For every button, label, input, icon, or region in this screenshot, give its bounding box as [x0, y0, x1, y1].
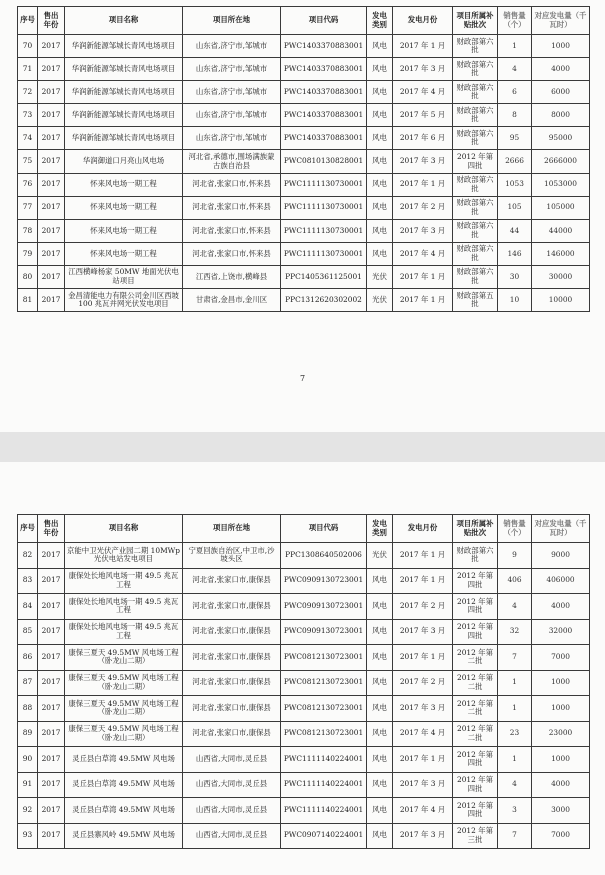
- cell-sales-volume: 30: [498, 265, 532, 288]
- cell-sales-volume: 4: [498, 772, 532, 798]
- cell-project-code: PWC0909130723001: [281, 619, 367, 645]
- cell-project-code: PWC1111140224001: [281, 772, 367, 798]
- cell-generation-month: 2017 年 4 月: [393, 242, 453, 265]
- cell-generation-month: 2017 年 3 月: [393, 823, 453, 849]
- cell-project-code: PPC1312620302002: [281, 289, 367, 312]
- cell-sales-volume: 4: [498, 58, 532, 81]
- cell-generation-type: 光伏: [367, 289, 393, 312]
- cell-row-number: 88: [18, 696, 38, 722]
- cell-row-number: 77: [18, 196, 38, 219]
- cell-project-name: 康保处长地风电场一期 49.5 兆瓦工程: [65, 568, 183, 594]
- cell-generation-month: 2017 年 3 月: [393, 619, 453, 645]
- cell-project-location: 河北省,张家口市,怀来县: [183, 173, 281, 196]
- cell-subsidy-batch: 财政部第六批: [453, 81, 498, 104]
- cell-sale-year: 2017: [38, 619, 65, 645]
- cell-generation-type: 风电: [367, 568, 393, 594]
- cell-subsidy-batch: 财政部第五批: [453, 289, 498, 312]
- cell-row-number: 80: [18, 265, 38, 288]
- cell-subsidy-batch: 财政部第六批: [453, 35, 498, 58]
- cell-project-code: PWC0812130723001: [281, 645, 367, 671]
- cell-generation-amount: 1000: [532, 747, 590, 773]
- table-row: [18, 823, 590, 849]
- cell-subsidy-batch: 财政部第六批: [453, 58, 498, 81]
- cell-project-name: 怀来风电场一期工程: [65, 173, 183, 196]
- document-page-2: [0, 462, 605, 875]
- cell-subsidy-batch: 财政部第六批: [453, 242, 498, 265]
- cell-generation-type: 风电: [367, 594, 393, 620]
- cell-subsidy-batch: 2012 年第二批: [453, 645, 498, 671]
- cell-sale-year: 2017: [38, 747, 65, 773]
- cell-project-name: 华润新能源邹城长青风电场项目: [65, 58, 183, 81]
- header-row: [18, 515, 590, 543]
- table-row: [18, 127, 590, 150]
- cell-project-location: 山东省,济宁市,邹城市: [183, 58, 281, 81]
- cell-sale-year: 2017: [38, 127, 65, 150]
- column-header-generation-month: 发电月份: [393, 7, 453, 35]
- cell-sale-year: 2017: [38, 696, 65, 722]
- table-row: [18, 772, 590, 798]
- cell-sales-volume: 4: [498, 594, 532, 620]
- column-header-row-number: 序号: [18, 7, 38, 35]
- column-header-sales-volume: 销售量（个）: [498, 515, 532, 543]
- cell-row-number: 72: [18, 81, 38, 104]
- column-header-subsidy-batch: 项目所属补贴批次: [453, 7, 498, 35]
- cell-project-name: 华润新能源邹城长青风电场项目: [65, 127, 183, 150]
- cell-project-code: PWC1111130730001: [281, 219, 367, 242]
- cell-project-name: 康保处长地风电场一期 49.5 兆瓦工程: [65, 619, 183, 645]
- cell-project-code: PWC1403370883001: [281, 81, 367, 104]
- cell-project-name: 怀来风电场一期工程: [65, 196, 183, 219]
- cell-generation-month: 2017 年 3 月: [393, 219, 453, 242]
- cell-project-location: 宁夏回族自治区,中卫市,沙坡头区: [183, 543, 281, 569]
- cell-sales-volume: 146: [498, 242, 532, 265]
- cell-row-number: 73: [18, 104, 38, 127]
- cell-generation-type: 风电: [367, 104, 393, 127]
- cell-subsidy-batch: 2012 年第四批: [453, 150, 498, 173]
- cell-project-name: 康保处长地风电场一期 49.5 兆瓦工程: [65, 594, 183, 620]
- cell-project-location: 河北省,张家口市,康保县: [183, 696, 281, 722]
- cell-generation-type: 风电: [367, 173, 393, 196]
- cell-generation-type: 风电: [367, 196, 393, 219]
- cell-project-name: 灵丘县寨风岭 49.5MW 风电场: [65, 823, 183, 849]
- cell-generation-amount: 8000: [532, 104, 590, 127]
- cell-project-name: 康保三夏天 49.5MW 风电场工程（卧龙山二期）: [65, 670, 183, 696]
- cell-generation-amount: 1053000: [532, 173, 590, 196]
- table-row: [18, 721, 590, 747]
- cell-subsidy-batch: 2012 年第四批: [453, 798, 498, 824]
- cell-generation-type: 风电: [367, 747, 393, 773]
- cell-generation-amount: 7000: [532, 823, 590, 849]
- cell-sale-year: 2017: [38, 265, 65, 288]
- cell-generation-amount: 7000: [532, 645, 590, 671]
- cell-generation-amount: 146000: [532, 242, 590, 265]
- cell-row-number: 84: [18, 594, 38, 620]
- cell-project-location: 甘肃省,金昌市,金川区: [183, 289, 281, 312]
- column-header-project-code: 项目代码: [281, 515, 367, 543]
- table-row: [18, 58, 590, 81]
- cell-generation-amount: 10000: [532, 289, 590, 312]
- cell-subsidy-batch: 财政部第六批: [453, 127, 498, 150]
- cell-sales-volume: 9: [498, 543, 532, 569]
- cell-project-name: 康保三夏天 49.5MW 风电场工程（卧龙山二期）: [65, 721, 183, 747]
- cell-sales-volume: 32: [498, 619, 532, 645]
- cell-generation-amount: 4000: [532, 772, 590, 798]
- table-row: [18, 81, 590, 104]
- cell-sale-year: 2017: [38, 81, 65, 104]
- cell-row-number: 76: [18, 173, 38, 196]
- table-row: [18, 619, 590, 645]
- cell-sales-volume: 3: [498, 798, 532, 824]
- cell-project-code: PWC0909130723001: [281, 594, 367, 620]
- cell-project-code: PWC0812130723001: [281, 696, 367, 722]
- cell-sale-year: 2017: [38, 670, 65, 696]
- cell-project-name: 康保三夏天 49.5MW 风电场工程（卧龙山二期）: [65, 696, 183, 722]
- cell-project-name: 灵丘县白草湾 49.5MW 风电场: [65, 747, 183, 773]
- cell-generation-amount: 4000: [532, 58, 590, 81]
- cell-generation-type: 光伏: [367, 543, 393, 569]
- cell-generation-month: 2017 年 1 月: [393, 173, 453, 196]
- cell-generation-month: 2017 年 3 月: [393, 772, 453, 798]
- cell-project-location: 山东省,济宁市,邹城市: [183, 127, 281, 150]
- cell-project-code: PWC0909130723001: [281, 568, 367, 594]
- cell-generation-amount: 23000: [532, 721, 590, 747]
- cell-generation-type: 风电: [367, 35, 393, 58]
- cell-generation-amount: 1000: [532, 670, 590, 696]
- cell-generation-amount: 105000: [532, 196, 590, 219]
- cell-generation-type: 风电: [367, 798, 393, 824]
- cell-sale-year: 2017: [38, 196, 65, 219]
- cell-project-code: PWC1403370883001: [281, 35, 367, 58]
- cell-project-location: 河北省,张家口市,怀来县: [183, 242, 281, 265]
- column-header-generation-amount: 对应发电量（千瓦时）: [532, 515, 590, 543]
- cell-sales-volume: 1: [498, 35, 532, 58]
- column-header-generation-amount: 对应发电量（千瓦时）: [532, 7, 590, 35]
- cell-sale-year: 2017: [38, 645, 65, 671]
- table-row: [18, 265, 590, 288]
- table-row: [18, 104, 590, 127]
- cell-generation-amount: 6000: [532, 81, 590, 104]
- cell-generation-month: 2017 年 2 月: [393, 196, 453, 219]
- cell-subsidy-batch: 2012 年第四批: [453, 568, 498, 594]
- table-row: [18, 219, 590, 242]
- cell-generation-month: 2017 年 3 月: [393, 150, 453, 173]
- cell-project-name: 江西横峰杨家 50MW 地面光伏电站项目: [65, 265, 183, 288]
- cell-project-code: PWC1111130730001: [281, 173, 367, 196]
- cell-generation-type: 风电: [367, 670, 393, 696]
- cell-row-number: 78: [18, 219, 38, 242]
- cell-project-code: PWC1111140224001: [281, 798, 367, 824]
- cell-row-number: 81: [18, 289, 38, 312]
- cell-project-code: PWC0812130723001: [281, 670, 367, 696]
- table-row: [18, 543, 590, 569]
- cell-sale-year: 2017: [38, 104, 65, 127]
- cell-project-location: 河北省,张家口市,康保县: [183, 670, 281, 696]
- cell-generation-type: 风电: [367, 772, 393, 798]
- cell-row-number: 70: [18, 35, 38, 58]
- cell-generation-amount: 44000: [532, 219, 590, 242]
- table-row: [18, 696, 590, 722]
- cell-generation-amount: 1000: [532, 35, 590, 58]
- cell-generation-amount: 30000: [532, 265, 590, 288]
- cell-sale-year: 2017: [38, 173, 65, 196]
- cell-project-name: 康保三夏天 49.5MW 风电场工程（卧龙山二期）: [65, 645, 183, 671]
- table-row: [18, 242, 590, 265]
- cell-subsidy-batch: 2012 年第二批: [453, 696, 498, 722]
- cell-project-code: PWC1403370883001: [281, 58, 367, 81]
- cell-generation-amount: 406000: [532, 568, 590, 594]
- table-body: [18, 35, 590, 312]
- cell-sales-volume: 1: [498, 670, 532, 696]
- column-header-project-name: 项目名称: [65, 7, 183, 35]
- cell-project-code: PWC0810130828001: [281, 150, 367, 173]
- cell-subsidy-batch: 2012 年第四批: [453, 747, 498, 773]
- green-certificate-table-page-1: [17, 6, 590, 312]
- column-header-sale-year: 售出年份: [38, 515, 65, 543]
- cell-sales-volume: 95: [498, 127, 532, 150]
- cell-generation-month: 2017 年 1 月: [393, 265, 453, 288]
- cell-generation-type: 风电: [367, 721, 393, 747]
- cell-project-location: 河北省,张家口市,康保县: [183, 594, 281, 620]
- cell-generation-month: 2017 年 2 月: [393, 594, 453, 620]
- cell-row-number: 91: [18, 772, 38, 798]
- column-header-generation-month: 发电月份: [393, 515, 453, 543]
- cell-row-number: 87: [18, 670, 38, 696]
- cell-row-number: 71: [18, 58, 38, 81]
- cell-sale-year: 2017: [38, 242, 65, 265]
- cell-generation-amount: 4000: [532, 594, 590, 620]
- cell-project-name: 华润新能源邹城长青风电场项目: [65, 104, 183, 127]
- table-row: [18, 747, 590, 773]
- cell-project-name: 京能中卫光伏产业园二期 10MWp 光伏电站发电项目: [65, 543, 183, 569]
- cell-project-location: 河北省,张家口市,怀来县: [183, 196, 281, 219]
- table-row: [18, 173, 590, 196]
- cell-generation-month: 2017 年 1 月: [393, 289, 453, 312]
- column-header-row-number: 序号: [18, 515, 38, 543]
- cell-row-number: 93: [18, 823, 38, 849]
- cell-project-code: PWC1111130730001: [281, 196, 367, 219]
- cell-generation-month: 2017 年 3 月: [393, 58, 453, 81]
- cell-generation-type: 风电: [367, 645, 393, 671]
- cell-generation-month: 2017 年 4 月: [393, 721, 453, 747]
- cell-sales-volume: 105: [498, 196, 532, 219]
- table-body: [18, 543, 590, 849]
- cell-subsidy-batch: 财政部第六批: [453, 265, 498, 288]
- cell-project-name: 华润新能源邹城长青风电场项目: [65, 81, 183, 104]
- cell-subsidy-batch: 财政部第六批: [453, 173, 498, 196]
- cell-generation-type: 光伏: [367, 265, 393, 288]
- header-row: [18, 7, 590, 35]
- cell-generation-month: 2017 年 1 月: [393, 645, 453, 671]
- cell-generation-month: 2017 年 1 月: [393, 568, 453, 594]
- cell-generation-amount: 1000: [532, 696, 590, 722]
- cell-generation-month: 2017 年 1 月: [393, 747, 453, 773]
- table-row: [18, 289, 590, 312]
- cell-generation-type: 风电: [367, 242, 393, 265]
- cell-generation-type: 风电: [367, 219, 393, 242]
- cell-project-code: PWC1403370883001: [281, 127, 367, 150]
- cell-sales-volume: 23: [498, 721, 532, 747]
- cell-row-number: 85: [18, 619, 38, 645]
- cell-sale-year: 2017: [38, 568, 65, 594]
- cell-generation-type: 风电: [367, 619, 393, 645]
- cell-project-name: 怀来风电场一期工程: [65, 219, 183, 242]
- cell-generation-month: 2017 年 4 月: [393, 81, 453, 104]
- column-header-project-location: 项目所在地: [183, 7, 281, 35]
- cell-row-number: 92: [18, 798, 38, 824]
- cell-row-number: 75: [18, 150, 38, 173]
- cell-project-location: 山东省,济宁市,邹城市: [183, 104, 281, 127]
- cell-row-number: 90: [18, 747, 38, 773]
- table-row: [18, 568, 590, 594]
- cell-project-name: 怀来风电场一期工程: [65, 242, 183, 265]
- cell-row-number: 74: [18, 127, 38, 150]
- column-header-project-location: 项目所在地: [183, 515, 281, 543]
- cell-sale-year: 2017: [38, 823, 65, 849]
- cell-sales-volume: 6: [498, 81, 532, 104]
- cell-project-location: 河北省,张家口市,康保县: [183, 645, 281, 671]
- cell-project-location: 山东省,济宁市,邹城市: [183, 81, 281, 104]
- column-header-generation-type: 发电类别: [367, 7, 393, 35]
- cell-project-location: 山西省,大同市,灵丘县: [183, 823, 281, 849]
- cell-subsidy-batch: 2012 年第四批: [453, 772, 498, 798]
- column-header-subsidy-batch: 项目所属补贴批次: [453, 515, 498, 543]
- cell-sales-volume: 2666: [498, 150, 532, 173]
- cell-sales-volume: 1: [498, 747, 532, 773]
- cell-sales-volume: 1: [498, 696, 532, 722]
- cell-sales-volume: 406: [498, 568, 532, 594]
- cell-project-location: 河北省,张家口市,康保县: [183, 568, 281, 594]
- table-row: [18, 594, 590, 620]
- column-header-sales-volume: 销售量（个）: [498, 7, 532, 35]
- cell-project-name: 华润御道口月亮山风电场: [65, 150, 183, 173]
- cell-sale-year: 2017: [38, 35, 65, 58]
- cell-project-code: PPC1308640502006: [281, 543, 367, 569]
- green-certificate-table-page-2: [17, 514, 590, 849]
- cell-project-location: 河北省,张家口市,康保县: [183, 721, 281, 747]
- cell-row-number: 89: [18, 721, 38, 747]
- cell-project-code: PWC1111130730001: [281, 242, 367, 265]
- document-page-1: [0, 0, 605, 432]
- cell-generation-amount: 32000: [532, 619, 590, 645]
- cell-project-location: 河北省,张家口市,怀来县: [183, 219, 281, 242]
- cell-project-code: PWC1111140224001: [281, 747, 367, 773]
- cell-generation-month: 2017 年 6 月: [393, 127, 453, 150]
- table-row: [18, 645, 590, 671]
- cell-project-location: 河北省,张家口市,康保县: [183, 619, 281, 645]
- cell-sales-volume: 1053: [498, 173, 532, 196]
- cell-sale-year: 2017: [38, 772, 65, 798]
- column-header-generation-type: 发电类别: [367, 515, 393, 543]
- cell-generation-amount: 2666000: [532, 150, 590, 173]
- cell-project-code: PWC0812130723001: [281, 721, 367, 747]
- cell-generation-amount: 3000: [532, 798, 590, 824]
- table-row: [18, 150, 590, 173]
- cell-sale-year: 2017: [38, 289, 65, 312]
- cell-sales-volume: 7: [498, 823, 532, 849]
- cell-project-code: PPC1405361125001: [281, 265, 367, 288]
- cell-subsidy-batch: 财政部第六批: [453, 219, 498, 242]
- cell-project-code: PWC1403370883001: [281, 104, 367, 127]
- cell-project-location: 河北省,承德市,围场满族蒙古族自治县: [183, 150, 281, 173]
- table-row: [18, 798, 590, 824]
- cell-generation-amount: 9000: [532, 543, 590, 569]
- cell-project-location: 山东省,济宁市,邹城市: [183, 35, 281, 58]
- cell-subsidy-batch: 2012 年第三批: [453, 823, 498, 849]
- cell-generation-type: 风电: [367, 58, 393, 81]
- cell-generation-month: 2017 年 4 月: [393, 798, 453, 824]
- cell-sales-volume: 7: [498, 645, 532, 671]
- cell-project-name: 灵丘县白草湾 49.5MW 风电场: [65, 798, 183, 824]
- cell-row-number: 86: [18, 645, 38, 671]
- cell-project-name: 灵丘县白草湾 49.5MW 风电场: [65, 772, 183, 798]
- cell-sale-year: 2017: [38, 58, 65, 81]
- cell-project-location: 山西省,大同市,灵丘县: [183, 798, 281, 824]
- cell-sale-year: 2017: [38, 543, 65, 569]
- cell-project-name: 华润新能源邹城长青风电场项目: [65, 35, 183, 58]
- cell-row-number: 79: [18, 242, 38, 265]
- cell-generation-type: 风电: [367, 150, 393, 173]
- cell-project-code: PWC0907140224001: [281, 823, 367, 849]
- cell-subsidy-batch: 2012 年第四批: [453, 594, 498, 620]
- cell-generation-month: 2017 年 5 月: [393, 104, 453, 127]
- column-header-project-code: 项目代码: [281, 7, 367, 35]
- cell-generation-type: 风电: [367, 823, 393, 849]
- cell-subsidy-batch: 2012 年第四批: [453, 619, 498, 645]
- cell-sales-volume: 10: [498, 289, 532, 312]
- cell-sale-year: 2017: [38, 721, 65, 747]
- cell-sales-volume: 44: [498, 219, 532, 242]
- column-header-project-name: 项目名称: [65, 515, 183, 543]
- cell-subsidy-batch: 财政部第六批: [453, 196, 498, 219]
- cell-generation-month: 2017 年 1 月: [393, 543, 453, 569]
- cell-generation-month: 2017 年 1 月: [393, 35, 453, 58]
- cell-subsidy-batch: 2012 年第二批: [453, 670, 498, 696]
- cell-row-number: 83: [18, 568, 38, 594]
- cell-subsidy-batch: 财政部第六批: [453, 543, 498, 569]
- page-number: 7: [299, 374, 306, 383]
- cell-sale-year: 2017: [38, 798, 65, 824]
- column-header-sale-year: 售出年份: [38, 7, 65, 35]
- cell-project-name: 金昌清能电力有限公司金川区西坡 100 兆瓦并网光伏发电项目: [65, 289, 183, 312]
- cell-project-location: 江西省,上饶市,横峰县: [183, 265, 281, 288]
- cell-subsidy-batch: 财政部第六批: [453, 104, 498, 127]
- table-row: [18, 670, 590, 696]
- cell-generation-month: 2017 年 2 月: [393, 670, 453, 696]
- page-gap: [0, 432, 605, 462]
- cell-sales-volume: 8: [498, 104, 532, 127]
- cell-row-number: 82: [18, 543, 38, 569]
- cell-sale-year: 2017: [38, 150, 65, 173]
- cell-sale-year: 2017: [38, 594, 65, 620]
- cell-generation-type: 风电: [367, 696, 393, 722]
- cell-generation-month: 2017 年 3 月: [393, 696, 453, 722]
- cell-project-location: 山西省,大同市,灵丘县: [183, 747, 281, 773]
- table-row: [18, 35, 590, 58]
- cell-generation-amount: 95000: [532, 127, 590, 150]
- cell-subsidy-batch: 2012 年第二批: [453, 721, 498, 747]
- cell-generation-type: 风电: [367, 81, 393, 104]
- table-row: [18, 196, 590, 219]
- cell-generation-type: 风电: [367, 127, 393, 150]
- cell-project-location: 山西省,大同市,灵丘县: [183, 772, 281, 798]
- cell-sale-year: 2017: [38, 219, 65, 242]
